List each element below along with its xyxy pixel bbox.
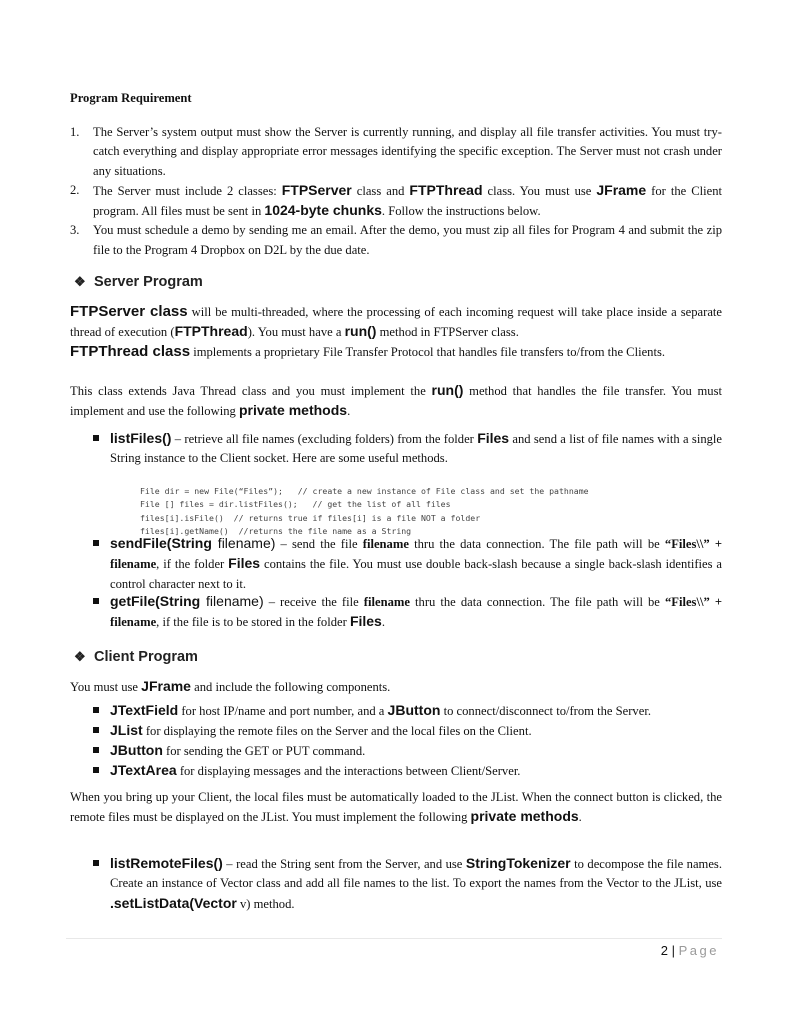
para-text: You must use bbox=[70, 680, 142, 694]
square-bullet-icon bbox=[93, 435, 99, 441]
item-number: 2. bbox=[70, 182, 80, 197]
code-line: File dir = new File(“Files”); // create a new instance of File class and set the pathname bbox=[140, 486, 589, 497]
folder-name: Files bbox=[477, 430, 510, 446]
class-name: StringTokenizer bbox=[465, 855, 571, 871]
server-paragraph bbox=[70, 381, 722, 422]
item-text: . Follow the instructions below. bbox=[381, 204, 541, 219]
emphasis: 1024-byte chunks bbox=[264, 202, 382, 219]
page-number: 2 bbox=[660, 943, 669, 958]
class-name: FTPThread class bbox=[70, 343, 191, 360]
item-text: class. You must use bbox=[482, 183, 597, 198]
method-name: listFiles() bbox=[110, 430, 172, 446]
section-title-text: Server Program bbox=[94, 274, 203, 290]
item-number: 1. bbox=[70, 125, 80, 139]
bullet-text: – send the file bbox=[275, 537, 363, 551]
item-text: class and bbox=[351, 183, 410, 198]
bullet-text: for host IP/name and port number, and a bbox=[178, 704, 388, 718]
code-line: File [] files = dir.listFiles(); // get the list of all files bbox=[140, 499, 451, 510]
component-name: JButton bbox=[387, 702, 441, 718]
item-text: You must schedule a demo by sending me an email. After the demo, you must zip all files for Program 4 and submit the zip file to the Program 4 Dropbox on D2L by the due date. bbox=[93, 223, 722, 257]
bullet-text: contains the file. You must use double back-slash because a single back-slash identifies a control character next to it. bbox=[110, 557, 723, 591]
component-name: JTextField bbox=[110, 702, 179, 718]
method-bullet bbox=[110, 429, 722, 469]
bullet-text: , if the folder bbox=[156, 557, 229, 572]
diamond-bullet-icon: ❖ bbox=[74, 649, 86, 664]
param-name: filename bbox=[363, 595, 410, 609]
method-name: listRemoteFiles() bbox=[110, 855, 223, 871]
code-line: files[i].isFile() // returns true if files[i] is a file NOT a folder bbox=[140, 512, 481, 523]
page-heading: Program Requirement bbox=[70, 91, 192, 105]
bullet-text: and send a list of file names with a single String instance to the Client socket. Here are some useful methods. bbox=[110, 432, 722, 466]
diamond-bullet-icon: ❖ bbox=[74, 274, 86, 289]
item-text: for the Client program. All files must be sent in bbox=[93, 183, 722, 219]
para-text: This class extends Java Thread class and you must implement the bbox=[70, 384, 432, 398]
para-text: When you bring up your Client, the local files must be automatically loaded to the JList. When the connect button is clicked, the remote files must be displayed on the JList. You must implement the following bbox=[70, 790, 722, 825]
square-bullet-icon bbox=[93, 540, 99, 546]
bullet-text: method. bbox=[250, 896, 295, 911]
footer-divider bbox=[66, 938, 722, 939]
method-param: filename) bbox=[200, 593, 264, 609]
para-text: method that handles the file transfer. You must implement and use the following bbox=[70, 384, 722, 419]
item-text: The Server must include 2 classes: bbox=[93, 183, 282, 198]
class-name: FTPThread bbox=[174, 323, 248, 340]
class-name: FTPServer bbox=[281, 181, 352, 198]
page-footer bbox=[661, 943, 719, 958]
bullet-text: thru the data connection. The file path will be bbox=[408, 537, 665, 551]
requirement-item bbox=[70, 123, 722, 181]
bullet-text: for displaying the remote files on the Server and the local files on the Client. bbox=[142, 724, 532, 738]
para-text: ). You must have a bbox=[247, 325, 345, 340]
requirement-item bbox=[70, 221, 722, 260]
square-bullet-icon bbox=[93, 860, 99, 866]
component-name: JList bbox=[110, 722, 143, 738]
bullet-text: , if the file is to be stored in the folder bbox=[156, 615, 350, 630]
square-bullet-icon bbox=[93, 767, 99, 773]
class-name: JFrame bbox=[141, 678, 191, 694]
bullet-text: – receive the file bbox=[263, 595, 364, 609]
bullet-text: . bbox=[381, 615, 385, 630]
bullet-text: to decompose the file names. Create an instance of Vector class and add all file names to the list. To export the names from the Vector to the JList, use bbox=[110, 857, 722, 891]
method-bullet bbox=[110, 592, 722, 633]
component-bullet bbox=[110, 761, 722, 781]
section-title-text: Client Program bbox=[94, 649, 198, 665]
bullet-text: thru the data connection. The file path will be bbox=[409, 595, 665, 609]
server-section-title bbox=[74, 274, 203, 290]
component-name: JButton bbox=[110, 742, 163, 758]
bullet-text: for sending the GET or PUT command. bbox=[162, 744, 366, 758]
method-param: filename) bbox=[211, 535, 276, 551]
method-name: sendFile(String bbox=[110, 535, 212, 551]
square-bullet-icon bbox=[93, 727, 99, 733]
bullet-text: – retrieve all file names (excluding folders) from the folder bbox=[171, 432, 478, 446]
method-name: run() bbox=[431, 382, 464, 398]
item-number: 3. bbox=[70, 223, 80, 238]
para-text: and include the following components. bbox=[190, 680, 391, 694]
file-path: “Files\\” + filename bbox=[110, 537, 723, 572]
bullet-text: to connect/disconnect to/from the Server. bbox=[440, 704, 651, 718]
bullet-text: – read the String sent from the Server, and use bbox=[222, 857, 466, 871]
requirement-item bbox=[70, 181, 722, 222]
item-text: The Server’s system output must show the Server is currently running, and display all file transfer activities. You must try-catch everything and display appropriate error messages identifying the specific exception. The Server must not crash under any situations. bbox=[93, 125, 722, 178]
para-text: implements a proprietary File Transfer Protocol that handles file transfers to/from the Clients. bbox=[190, 345, 666, 359]
class-name: JFrame bbox=[596, 181, 647, 198]
folder-name: Files bbox=[349, 613, 382, 630]
param-name: filename bbox=[362, 537, 409, 551]
component-bullet bbox=[110, 721, 722, 741]
method-bullet bbox=[110, 534, 722, 594]
component-bullet bbox=[110, 741, 722, 761]
para-text: . bbox=[578, 810, 582, 825]
client-paragraph bbox=[70, 788, 722, 828]
method-name: getFile(String bbox=[110, 593, 201, 609]
square-bullet-icon bbox=[93, 707, 99, 713]
method-name: .setListData(Vector bbox=[110, 894, 237, 911]
emphasis: private methods bbox=[470, 808, 579, 825]
server-paragraph bbox=[70, 302, 722, 343]
square-bullet-icon bbox=[93, 747, 99, 753]
page-label: Page bbox=[678, 943, 719, 958]
client-intro bbox=[70, 677, 722, 697]
class-name: FTPServer class bbox=[70, 303, 188, 320]
class-name: FTPThread bbox=[409, 181, 483, 198]
requirements-list bbox=[70, 123, 722, 260]
para-text: method in FTPServer class. bbox=[376, 325, 519, 340]
method-bullet bbox=[110, 854, 722, 914]
file-path: “Files\\” + filename bbox=[110, 595, 723, 630]
square-bullet-icon bbox=[93, 598, 99, 604]
emphasis: private methods bbox=[238, 402, 348, 419]
server-paragraph bbox=[70, 342, 722, 362]
para-text: . bbox=[347, 404, 351, 419]
bullet-text: for displaying messages and the interactions between Client/Server. bbox=[176, 764, 521, 778]
component-name: JTextArea bbox=[110, 762, 177, 778]
code-line: files[i].getName() //returns the file name as a String bbox=[140, 525, 412, 536]
method-name: run() bbox=[344, 323, 377, 340]
folder-name: Files bbox=[228, 555, 261, 572]
client-section-title bbox=[74, 649, 198, 665]
para-text: will be multi-threaded, where the processing of each incoming request will take place inside a separate thread of execution ( bbox=[70, 305, 722, 340]
footer-separator: | bbox=[668, 943, 679, 958]
component-bullet bbox=[110, 701, 722, 721]
method-param: v) bbox=[236, 896, 251, 911]
